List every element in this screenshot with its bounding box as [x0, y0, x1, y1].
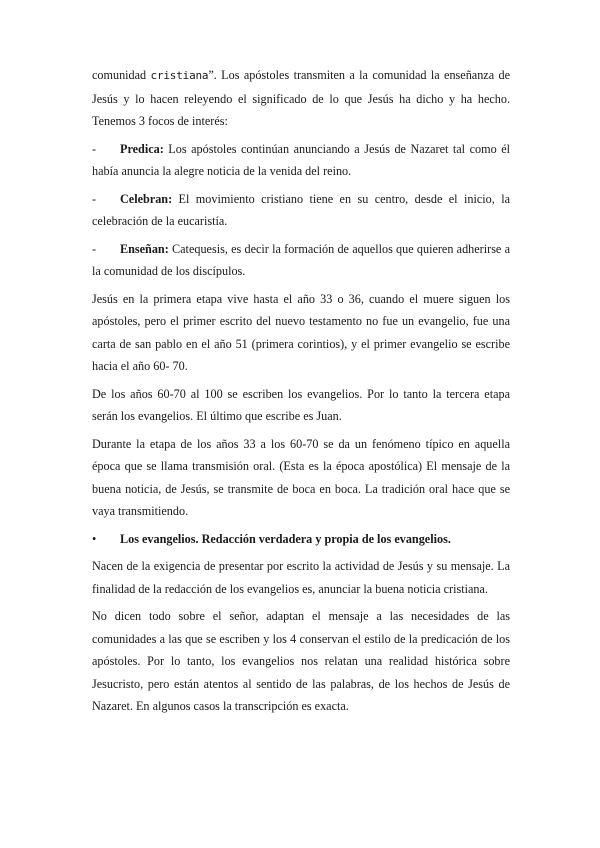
focus-title: Predica:: [120, 141, 164, 156]
paragraph-evangelios-fechas: De los años 60-70 al 100 se escriben los evangelios. Por lo tanto la tercera etapa serán los evangelios. El último que escribe es Juan.: [92, 386, 510, 423]
document-page: [92, 64, 510, 723]
focus-text: Los apóstoles continúan anunciando a Jesús de Nazaret tal como él había anuncia la alegre noticia de la venida del reino.: [92, 141, 510, 178]
intro-lead-word: comunidad: [92, 68, 147, 82]
intro-lead-word-2: cristiana: [150, 69, 209, 82]
focus-marker: -: [92, 191, 97, 206]
paragraph-nacen: Nacen de la exigencia de presentar por escrito la actividad de Jesús y su mensaje. La finalidad de la redacción de los evangelios es, anunciar la buena noticia cristiana.: [92, 559, 510, 596]
focus-item-ensenan: [92, 238, 510, 283]
focus-item-predica: [92, 138, 510, 183]
focus-item-celebran: [92, 188, 510, 233]
intro-rest: ”. Los apóstoles transmiten a la comunidad la enseñanza de Jesús y lo hacen releyendo el significado de lo que Jesús ha dicho y ha hecho. Tenemos 3 focos de interés:: [92, 68, 510, 128]
focus-title: Celebran:: [120, 191, 173, 206]
section-heading-text: Los evangelios. Redacción verdadera y propia de los evangelios.: [120, 531, 451, 546]
focus-marker: -: [92, 141, 97, 156]
bullet-marker: •: [92, 531, 97, 546]
intro-paragraph: [92, 64, 510, 133]
paragraph-transmision-oral: Durante la etapa de los años 33 a los 60-70 se da un fenómeno típico en aquella época que se llama transmisión oral. (Esta es la época apostólica) El mensaje de la buena noticia, de Jesús, se transmite de boca en boca. La tradición oral hace que se vaya transmitiendo.: [92, 436, 510, 518]
section-heading: [92, 528, 510, 551]
focus-text: El movimiento cristiano tiene en su centro, desde el inicio, la celebración de la eucaristía.: [92, 191, 510, 228]
focus-text: Catequesis, es decir la formación de aquellos que quieren adherirse a la comunidad de los discípulos.: [92, 241, 510, 278]
paragraph-etapas: Jesús en la primera etapa vive hasta el año 33 o 36, cuando el muere siguen los apóstoles, pero el primer escrito del nuevo testamento no fue un evangelio, fue una carta de san pablo en el año 51 (primera corintios), y el primer evangelio se escribe hacia el año 60- 70.: [92, 291, 510, 373]
focus-marker: -: [92, 241, 97, 256]
paragraph-no-dicen: No dicen todo sobre el señor, adaptan el mensaje a las necesidades de las comunidades a las que se escriben y los 4 conservan el estilo de la predicación de los apóstoles. Por lo tanto, los evangelios nos relatan una realidad histórica sobre Jesucristo, pero están atentos al sentido de las palabras, de los hechos de Jesús de Nazaret. En algunos casos la transcripción es exacta.: [92, 609, 510, 713]
focus-title: Enseñan:: [120, 241, 169, 256]
